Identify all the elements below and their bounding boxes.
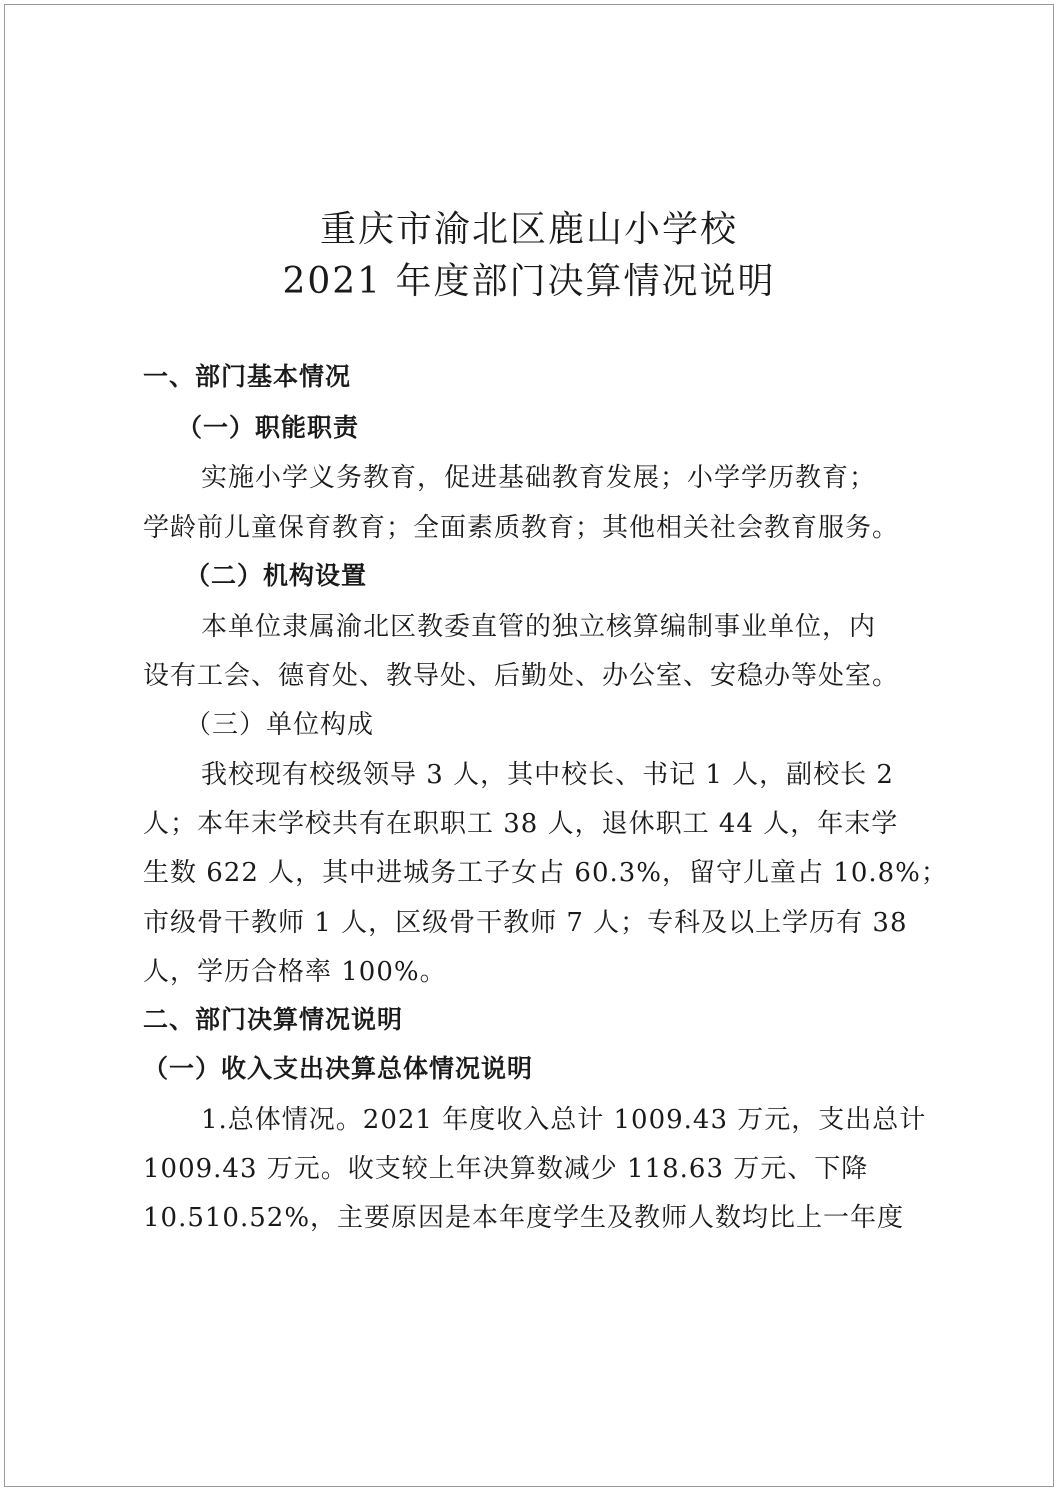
paragraph-line: 1.总体情况。2021 年度收入总计 1009.43 万元，支出总计 <box>201 1105 927 1135</box>
paragraph-line: 10.510.52%，主要原因是本年度学生及教师人数均比上一年度 <box>143 1203 905 1233</box>
document-page <box>4 4 1054 1487</box>
paragraph-line: 人，学历合格率 100%。 <box>143 957 447 987</box>
section-heading: 一、部门基本情况 <box>143 362 352 391</box>
paragraph-line: 实施小学义务教育，促进基础教育发展；小学学历教育； <box>201 463 877 493</box>
paragraph-line: 设有工会、德育处、教导处、后勤处、办公室、安稳办等处室。 <box>143 661 900 691</box>
paragraph-line: 生数 622 人，其中进城务工子女占 60.3%，留守儿童占 10.8%； <box>143 858 948 888</box>
title-line-2: 2021 年度部门决算情况说明 <box>282 261 776 302</box>
title-line-1: 重庆市渝北区鹿山小学校 <box>319 209 738 250</box>
paragraph-line: 人；本年末学校共有在职职工 38 人，退休职工 44 人，年末学 <box>143 809 899 839</box>
subsection-heading: （一）收入支出决算总体情况说明 <box>143 1054 534 1083</box>
paragraph-line: 本单位隶属渝北区教委直管的独立核算编制事业单位，内 <box>201 612 877 642</box>
subsection-heading: （二）机构设置 <box>185 561 368 590</box>
paragraph-line: 学龄前儿童保育教育；全面素质教育；其他相关社会教育服务。 <box>143 513 900 543</box>
section-heading: 二、部门决算情况说明 <box>143 1005 404 1034</box>
subsection-heading: （一）职能职责 <box>177 413 360 442</box>
paragraph-line: 1009.43 万元。收支较上年决算数减少 118.63 万元、下降 <box>143 1154 869 1184</box>
subsection-heading: （三）单位构成 <box>185 710 375 740</box>
paragraph-line: 市级骨干教师 1 人，区级骨干教师 7 人；专科及以上学历有 38 <box>143 908 908 938</box>
paragraph-line: 我校现有校级领导 3 人，其中校长、书记 1 人，副校长 2 <box>201 760 894 790</box>
